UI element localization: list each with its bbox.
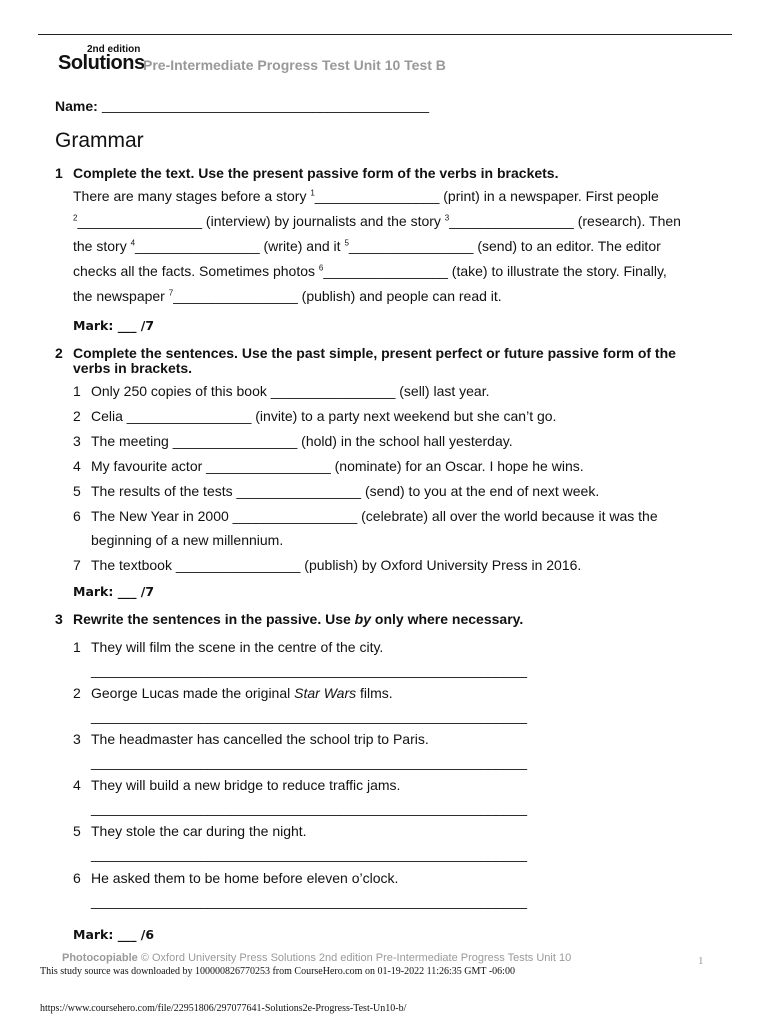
text: the story <box>73 238 131 254</box>
ex3-instruction <box>73 611 523 627</box>
text[interactable]: ________________ (send) to an editor. The editor <box>348 238 661 254</box>
text[interactable]: ________________ (write) and it <box>135 238 345 254</box>
page-subtitle: Pre-Intermediate Progress Test Unit 10 Test B <box>143 57 446 73</box>
text[interactable]: ________________ (print) in a newspaper. First people <box>314 188 659 204</box>
gap-number: 2 <box>73 213 78 223</box>
ex2-item-4[interactable]: My favourite actor ________________ (nominate) for an Oscar. I hope he wins. <box>91 458 584 474</box>
text: by <box>354 611 372 627</box>
ex3-answer-line-5[interactable]: ________________________________________________________ <box>91 846 528 862</box>
ex1-mark: Mark: ___ /7 <box>73 318 155 333</box>
gap-number: 6 <box>318 263 324 273</box>
edition-label: 2nd edition <box>87 44 141 55</box>
name-field[interactable]: __________________________________________ <box>102 97 430 113</box>
ex3-answer-line-2[interactable]: ________________________________________________________ <box>91 708 528 724</box>
page-number: 1 <box>698 955 704 967</box>
text[interactable]: ________________ (interview) by journalists and the story <box>77 213 445 229</box>
text: only where necessary. <box>371 611 524 627</box>
item-number: 7 <box>73 557 81 573</box>
ex3-answer-line-6[interactable]: ________________________________________________________ <box>91 893 528 909</box>
header-rule <box>38 34 732 35</box>
ex3-item-4: They will build a new bridge to reduce traffic jams. <box>91 777 401 793</box>
source-url[interactable]: https://www.coursehero.com/file/22951806/297077641-Solutions2e-Progress-Test-Un10-b/ <box>40 1003 407 1014</box>
ex3-answer-line-1[interactable]: ________________________________________________________ <box>91 662 528 678</box>
ex2-item-3[interactable]: The meeting ________________ (hold) in the school hall yesterday. <box>91 433 513 449</box>
ex2-item-5[interactable]: The results of the tests ________________ (send) to you at the end of next week. <box>91 483 600 499</box>
text: checks all the facts. Sometimes photos <box>73 263 319 279</box>
ex3-item-1: They will film the scene in the centre of the city. <box>91 639 384 655</box>
gap-number: 5 <box>344 238 349 248</box>
item-number: 4 <box>73 777 81 793</box>
item-number: 2 <box>73 685 81 701</box>
gap-number: 3 <box>444 213 450 223</box>
text: films. <box>356 685 393 701</box>
item-number: 3 <box>73 731 81 747</box>
ex1-line-1 <box>73 188 659 204</box>
item-number: 1 <box>73 639 81 655</box>
text: the newspaper <box>73 288 169 304</box>
ex1-instruction: Complete the text. Use the present passive form of the verbs in brackets. <box>73 165 559 181</box>
ex2-mark: Mark: ___ /7 <box>73 584 155 599</box>
ex2-item-2[interactable]: Celia ________________ (invite) to a party next weekend but she can’t go. <box>91 408 557 424</box>
item-number: 5 <box>73 823 81 839</box>
ex3-mark: Mark: ___ /6 <box>73 927 155 942</box>
ex2-number: 2 <box>55 345 63 361</box>
item-number: 2 <box>73 408 81 424</box>
section-title: Grammar <box>55 129 144 152</box>
ex1-line-2 <box>73 213 681 229</box>
text: Rewrite the sentences in the passive. Use <box>73 611 355 627</box>
ex1-line-5 <box>73 288 502 304</box>
photocopiable-label: Photocopiable <box>62 952 138 964</box>
ex2-item-1[interactable]: Only 250 copies of this book ________________ (sell) last year. <box>91 383 490 399</box>
ex2-item-6-cont: beginning of a new millennium. <box>91 532 284 548</box>
item-number: 6 <box>73 508 81 524</box>
item-number: 1 <box>73 383 81 399</box>
item-number: 3 <box>73 433 81 449</box>
text: © Oxford University Press Solutions 2nd edition Pre-Intermediate Progress Tests Unit 10 <box>137 952 572 964</box>
text[interactable]: ________________ (research). Then <box>449 213 681 229</box>
text[interactable]: ________________ (take) to illustrate the story. Finally, <box>323 263 667 279</box>
download-notice: This study source was downloaded by 100000826770253 from CourseHero.com on 01-19-2022 11:26:35 GMT -06:00 <box>40 966 515 977</box>
ex3-number: 3 <box>55 611 63 627</box>
ex3-item-3: The headmaster has cancelled the school trip to Paris. <box>91 731 429 747</box>
ex2-instruction-cont: verbs in brackets. <box>73 360 193 376</box>
text: George Lucas made the original <box>91 685 295 701</box>
item-number: 5 <box>73 483 81 499</box>
ex1-number: 1 <box>55 165 63 181</box>
ex3-item-6: He asked them to be home before eleven o’clock. <box>91 870 399 886</box>
ex1-line-3 <box>73 238 661 254</box>
item-number: 6 <box>73 870 81 886</box>
ex3-item-5: They stole the car during the night. <box>91 823 307 839</box>
gap-number: 7 <box>168 288 174 298</box>
text: Star Wars <box>294 685 357 701</box>
ex1-line-4 <box>73 263 667 279</box>
name-label: Name: <box>55 98 98 114</box>
footer-copyright <box>62 952 571 964</box>
text: There are many stages before a story <box>73 188 311 204</box>
text[interactable]: ________________ (publish) and people can read it. <box>173 288 502 304</box>
ex3-item-2 <box>91 685 393 701</box>
gap-number: 4 <box>130 238 136 248</box>
brand-logo: Solutions <box>58 52 145 74</box>
ex2-instruction: Complete the sentences. Use the past simple, present perfect or future passive form of the <box>73 345 676 361</box>
gap-number: 1 <box>310 188 315 198</box>
ex3-answer-line-3[interactable]: ________________________________________________________ <box>91 754 528 770</box>
ex3-answer-line-4[interactable]: ________________________________________________________ <box>91 800 528 816</box>
ex2-item-6[interactable]: The New Year in 2000 ________________ (celebrate) all over the world because it was the <box>91 508 658 524</box>
item-number: 4 <box>73 458 81 474</box>
ex2-item-7[interactable]: The textbook ________________ (publish) by Oxford University Press in 2016. <box>91 557 582 573</box>
